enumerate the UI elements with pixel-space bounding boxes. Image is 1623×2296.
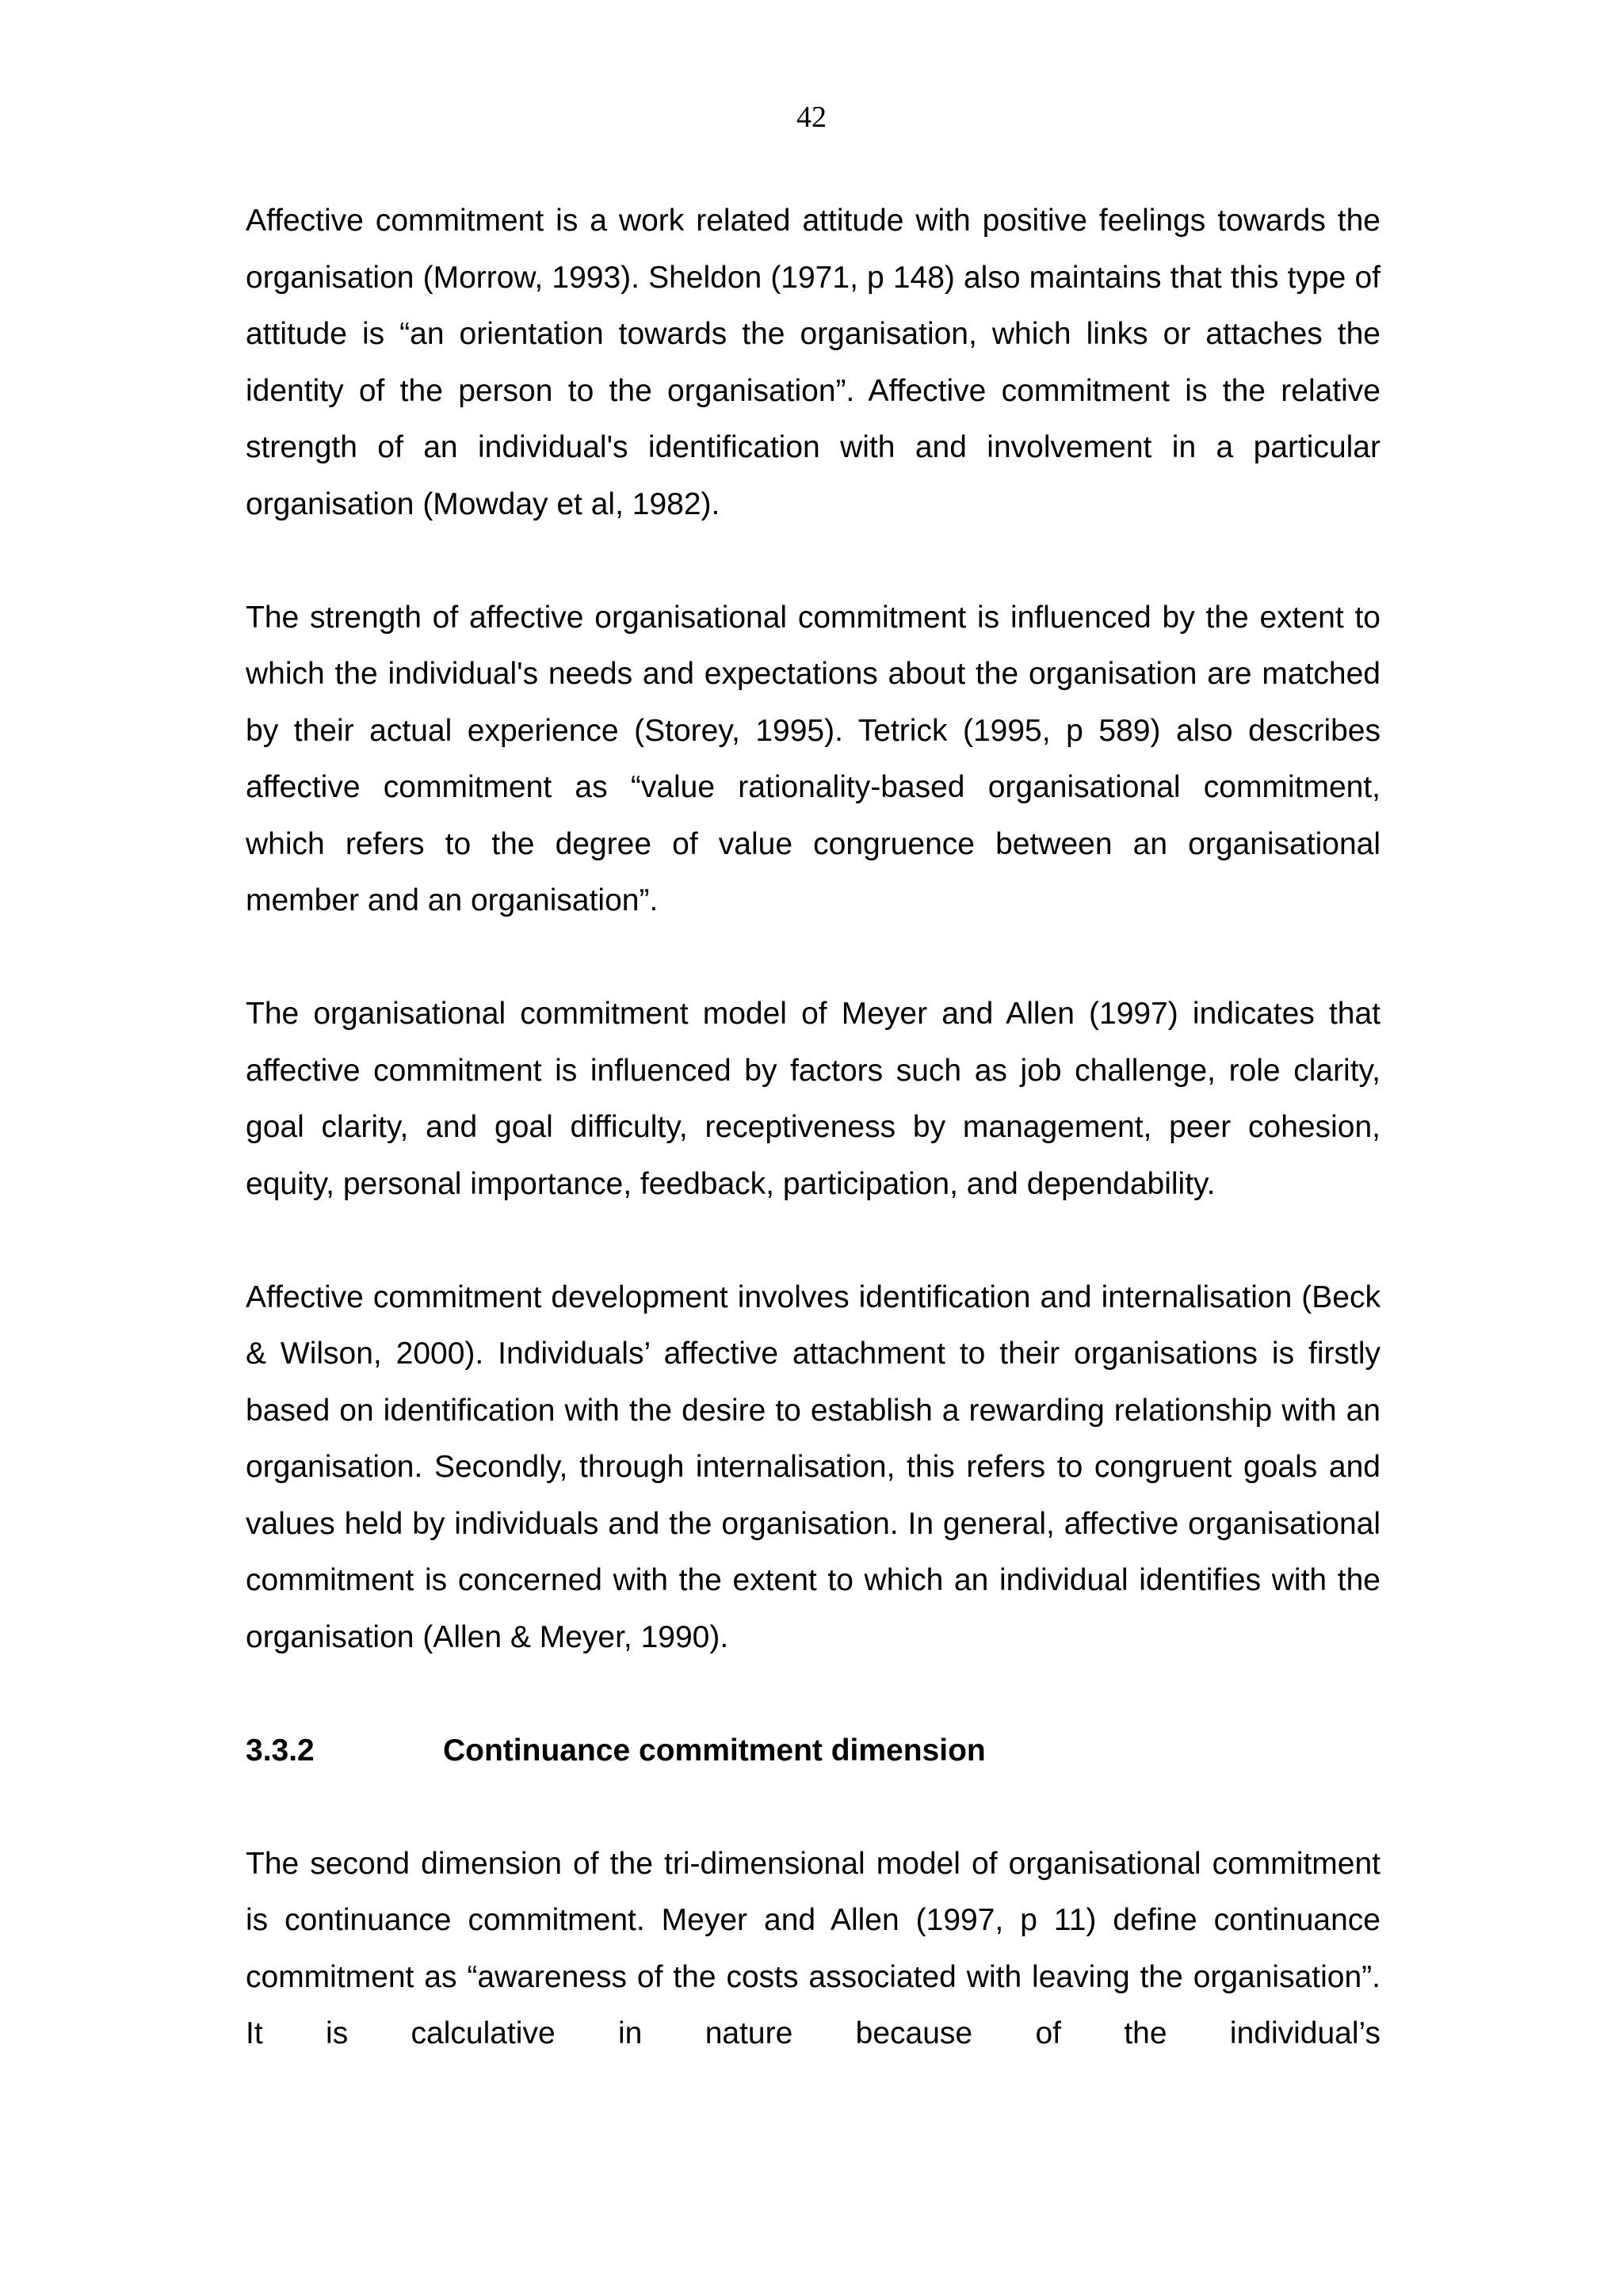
paragraph-continuance-commitment: The second dimension of the tri-dimensional model of organisational commitment is continuance commitment. Meyer and Allen (1997, p 11) define continuance commitment as “awareness of the costs associated with leaving the organisation”. It is calculative in nature because of the individual’s	[246, 1846, 1381, 2050]
document-body	[246, 193, 1381, 2062]
section-title: Continuance commitment dimension	[443, 1733, 986, 1768]
paragraph-affective-development: Affective commitment development involves identification and internalisation (Beck & Wilson, 2000). Individuals’ affective attachment to their organisations is firstly based on identification with the desire to establish a rewarding relationship with an organisation. Secondly, through internalisation, this refers to congruent goals and values held by individuals and the organisation. In general, affective organisational commitment is concerned with the extent to which an individual identifies with the organisation (Allen & Meyer, 1990).	[246, 1280, 1381, 1654]
paragraph-affective-definition: Affective commitment is a work related attitude with positive feelings towards the organisation (Morrow, 1993). Sheldon (1971, p 148) also maintains that this type of attitude is “an orientation towards the organisation, which links or attaches the identity of the person to the organisation”. Affective commitment is the relative strength of an individual's identification with and involvement in a particular organisation (Mowday et al, 1982).	[246, 204, 1381, 521]
page-number: 42	[796, 101, 827, 134]
section-heading	[246, 1722, 1381, 1779]
paragraph-meyer-allen-model: The organisational commitment model of Meyer and Allen (1997) indicates that affective commitment is influenced by factors such as job challenge, role clarity, goal clarity, and goal difficulty, receptiveness by management, peer cohesion, equity, personal importance, feedback, participation, and dependability.	[246, 997, 1381, 1201]
paragraph-affective-strength: The strength of affective organisational commitment is influenced by the extent to which the individual's needs and expectations about the organisation are matched by their actual experience (Storey, 1995). Tetrick (1995, p 589) also describes affective commitment as “value rationality-based organisational commitment, which refers to the degree of value congruence between an organisational member and an organisation”.	[246, 600, 1381, 917]
section-number: 3.3.2	[246, 1733, 315, 1768]
